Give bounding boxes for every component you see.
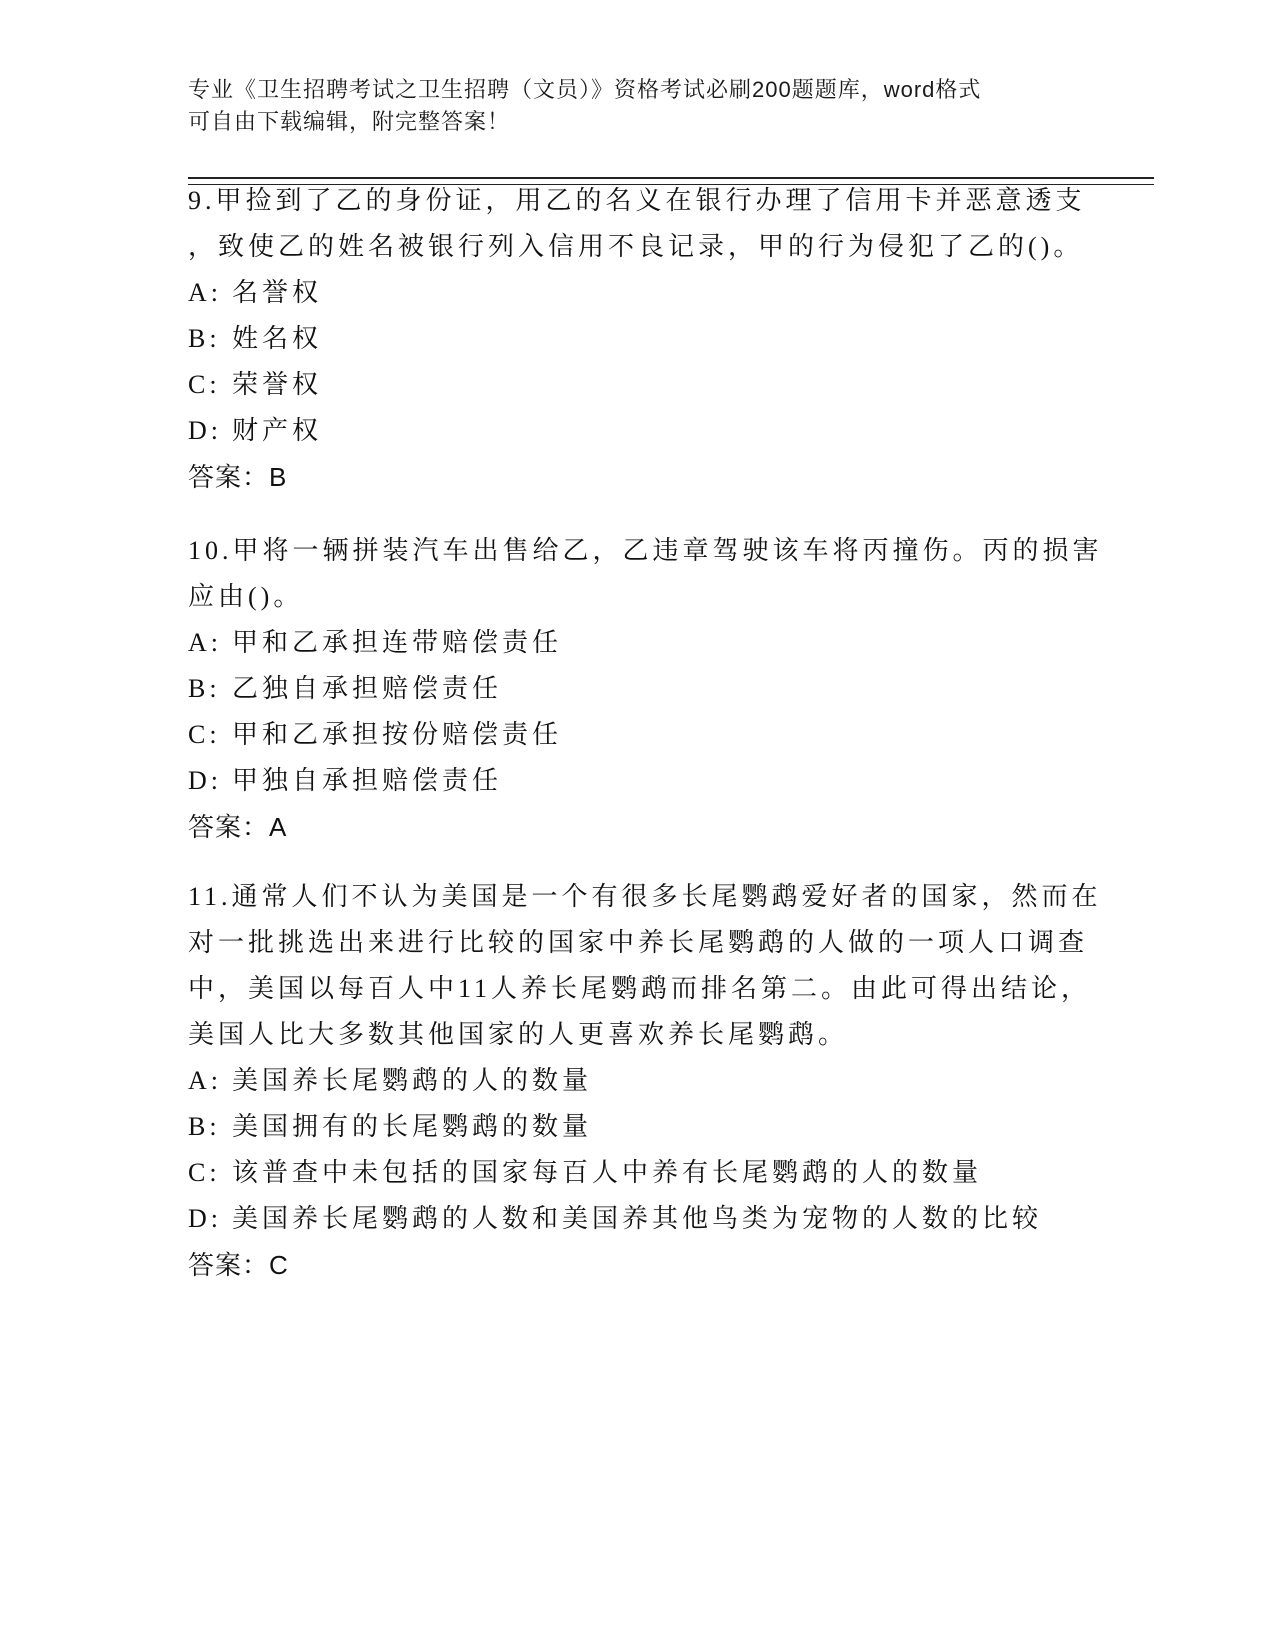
option-text: 甲独自承担赔偿责任 xyxy=(232,766,503,795)
option-key: C: xyxy=(188,720,221,749)
option-text: 该普查中未包括的国家每百人中养有长尾鹦鹉的人的数量 xyxy=(232,1158,983,1187)
option-a xyxy=(188,270,1088,316)
option-b xyxy=(188,666,1088,712)
question-9 xyxy=(188,178,1088,500)
question-11 xyxy=(188,874,1102,1288)
answer: 答案：A xyxy=(188,812,288,842)
option-key: D: xyxy=(188,416,222,445)
stem-line: 中，美国以每百人中11人养长尾鹦鹉而排名第二。由此可得出结论， xyxy=(188,974,1092,1003)
stem-line: 10.甲将一辆拼装汽车出售给乙，乙违章驾驶该车将丙撞伤。丙的损害 xyxy=(188,536,1103,565)
option-key: C: xyxy=(188,370,221,399)
option-a xyxy=(188,620,1088,666)
question-stem xyxy=(188,178,1088,270)
option-c xyxy=(188,362,1088,408)
option-text: 姓名权 xyxy=(232,324,323,353)
option-text: 甲和乙承担按份赔偿责任 xyxy=(232,720,563,749)
option-key: C: xyxy=(188,1158,221,1187)
option-key: D: xyxy=(188,766,222,795)
stem-line: 美国人比大多数其他国家的人更喜欢养长尾鹦鹉。 xyxy=(188,1020,849,1049)
header-line: 专业《卫生招聘考试之卫生招聘（文员）》资格考试必刷200题题库，word格式 xyxy=(188,77,982,102)
option-text: 美国养长尾鹦鹉的人数和美国养其他鸟类为宠物的人数的比较 xyxy=(232,1204,1043,1233)
option-text: 名誉权 xyxy=(232,278,323,307)
option-key: A: xyxy=(188,278,222,307)
option-text: 美国拥有的长尾鹦鹉的数量 xyxy=(232,1112,593,1141)
question-stem xyxy=(188,874,1102,1058)
question-10 xyxy=(188,528,1103,850)
option-text: 甲和乙承担连带赔偿责任 xyxy=(232,628,563,657)
stem-line: ，致使乙的姓名被银行列入信用不良记录，甲的行为侵犯了乙的()。 xyxy=(188,232,1084,261)
stem-line: 9.甲捡到了乙的身份证，用乙的名义在银行办理了信用卡并恶意透支 xyxy=(188,186,1086,215)
option-text: 美国养长尾鹦鹉的人的数量 xyxy=(232,1066,593,1095)
option-c xyxy=(188,1150,1088,1196)
stem-line: 应由()。 xyxy=(188,582,304,611)
answer: 答案：B xyxy=(188,462,288,492)
option-d xyxy=(188,1196,1088,1242)
option-key: D: xyxy=(188,1204,222,1233)
stem-line: 11.通常人们不认为美国是一个有很多长尾鹦鹉爱好者的国家，然而在 xyxy=(188,882,1102,911)
option-text: 乙独自承担赔偿责任 xyxy=(232,674,503,703)
option-key: A: xyxy=(188,628,222,657)
option-a xyxy=(188,1058,1088,1104)
option-b xyxy=(188,1104,1088,1150)
option-b xyxy=(188,316,1088,362)
document-header xyxy=(188,74,1068,138)
stem-line: 对一批挑选出来进行比较的国家中养长尾鹦鹉的人做的一项人口调查 xyxy=(188,928,1089,957)
option-key: B: xyxy=(188,674,221,703)
answer: 答案：C xyxy=(188,1250,289,1280)
option-d xyxy=(188,758,1088,804)
option-key: A: xyxy=(188,1066,222,1095)
option-d xyxy=(188,408,1088,454)
question-stem xyxy=(188,528,1103,620)
option-key: B: xyxy=(188,1112,221,1141)
option-text: 财产权 xyxy=(232,416,323,445)
option-c xyxy=(188,712,1088,758)
option-key: B: xyxy=(188,324,221,353)
option-text: 荣誉权 xyxy=(232,370,323,399)
header-line: 可自由下载编辑，附完整答案！ xyxy=(188,109,511,134)
